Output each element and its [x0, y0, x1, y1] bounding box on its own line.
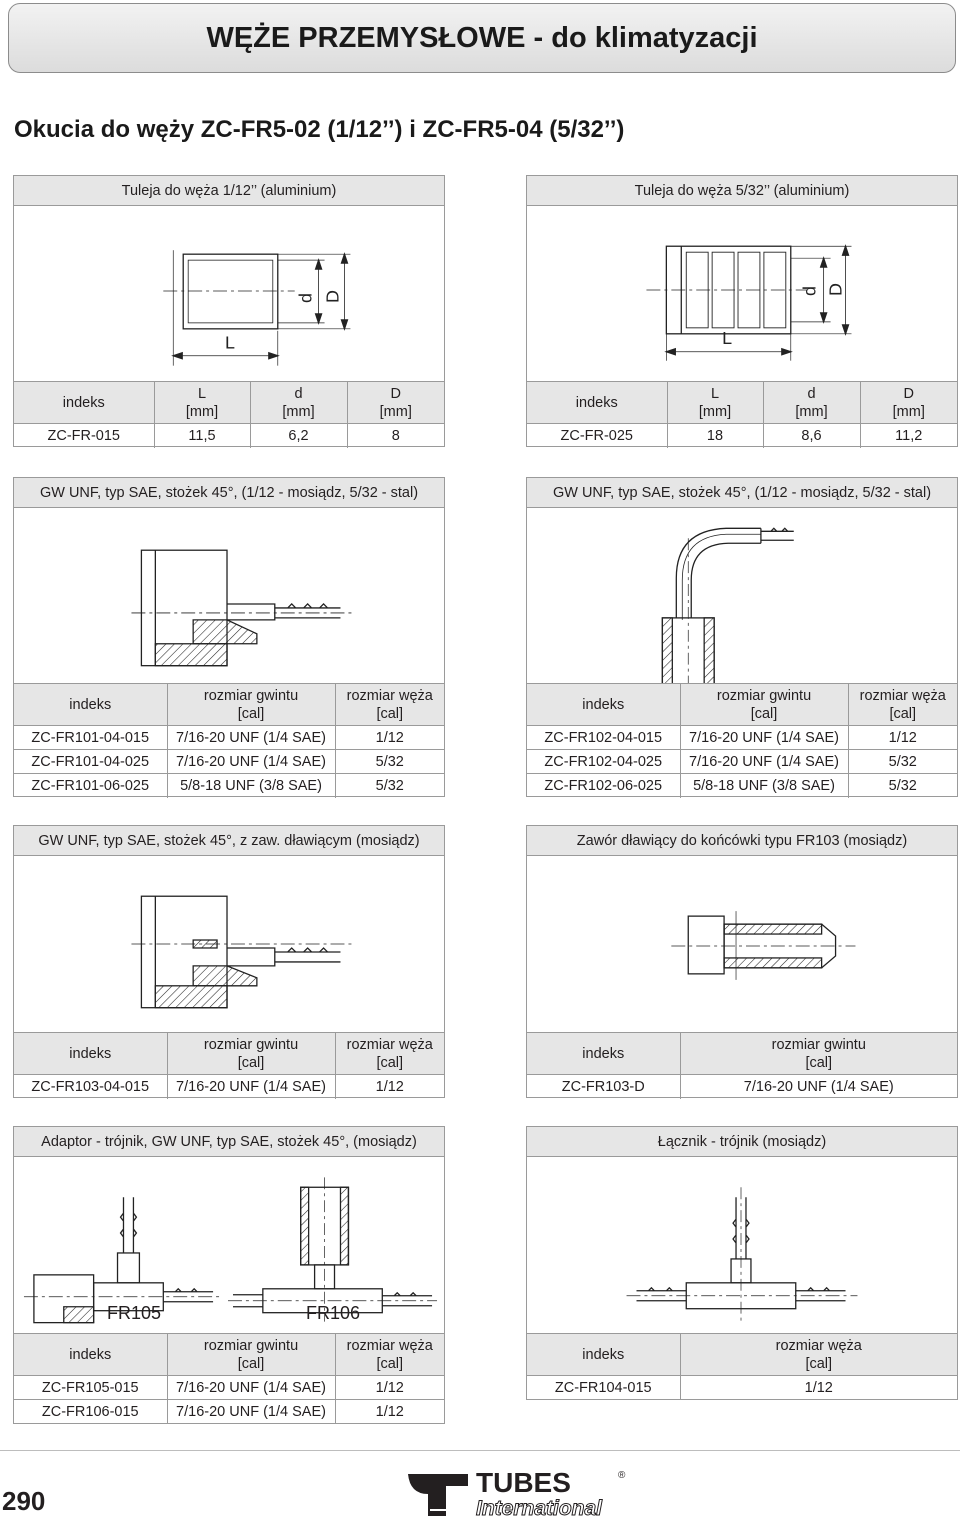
table-row: ZC-FR105-015 7/16-20 UNF (1/4 SAE) 1/12: [14, 1376, 444, 1400]
panel-title: Tuleja do węża 5/32’’ (aluminium): [527, 176, 957, 206]
col-hose: rozmiar węża [cal]: [680, 1334, 957, 1376]
panel-fr101: [13, 477, 445, 797]
fr105-fr106-drawing: [14, 1157, 444, 1333]
col-indeks: indeks: [527, 1033, 680, 1075]
col-d: d [mm]: [763, 382, 860, 424]
fr104-table: [527, 1333, 957, 1400]
sleeve-1-12-drawing: [14, 206, 444, 381]
col-indeks: indeks: [14, 382, 154, 424]
panel-title: GW UNF, typ SAE, stożek 45°, (1/12 - mosiądz, 5/32 - stal): [527, 478, 957, 508]
panel-title: Tuleja do węża 1/12’’ (aluminium): [14, 176, 444, 206]
col-indeks: indeks: [14, 1033, 167, 1075]
table-row: ZC-FR-015 11,5 6,2 8: [14, 424, 444, 448]
panel-title: GW UNF, typ SAE, stożek 45°, (1/12 - mosiądz, 5/32 - stal): [14, 478, 444, 508]
fr101-drawing: [14, 508, 444, 683]
sleeve-5-32-drawing: [527, 206, 957, 381]
sleeve-5-32-table: [527, 381, 957, 448]
dim-L-label: L: [225, 332, 235, 353]
col-thread: rozmiar gwintu [cal]: [167, 684, 335, 726]
sleeve-1-12-table: [14, 381, 444, 448]
fr105-fr106-table: [14, 1333, 444, 1424]
col-indeks: indeks: [527, 1334, 680, 1376]
table-row: ZC-FR102-06-025 5/8-18 UNF (3/8 SAE) 5/32: [527, 774, 957, 798]
col-thread: rozmiar gwintu [cal]: [680, 684, 848, 726]
panel-title: Zawór dławiący do końcówki typu FR103 (mosiądz): [527, 826, 957, 856]
panel-title: Łącznik - trójnik (mosiądz): [527, 1127, 957, 1157]
col-indeks: indeks: [527, 382, 667, 424]
col-hose: rozmiar węża [cal]: [848, 684, 957, 726]
col-L: L [mm]: [667, 382, 763, 424]
col-hose: rozmiar węża [cal]: [335, 684, 444, 726]
table-row: ZC-FR101-04-015 7/16-20 UNF (1/4 SAE) 1/12: [14, 726, 444, 750]
dim-L-label: L: [722, 327, 733, 348]
table-row: ZC-FR-025 18 8,6 11,2: [527, 424, 957, 448]
svg-text:®: ®: [618, 1470, 626, 1481]
footer-divider: [0, 1450, 960, 1451]
dim-D-label: D: [825, 283, 846, 296]
table-row: ZC-FR103-04-015 7/16-20 UNF (1/4 SAE) 1/12: [14, 1075, 444, 1099]
panel-sleeve-1-12: [13, 175, 445, 447]
dim-D-label: D: [322, 290, 343, 303]
col-hose: rozmiar węża [cal]: [335, 1334, 444, 1376]
panel-fr104: [526, 1126, 958, 1400]
col-indeks: indeks: [527, 684, 680, 726]
table-row: ZC-FR102-04-025 7/16-20 UNF (1/4 SAE) 5/32: [527, 750, 957, 774]
panel-sleeve-5-32: [526, 175, 958, 447]
table-row: ZC-FR106-015 7/16-20 UNF (1/4 SAE) 1/12: [14, 1400, 444, 1424]
dim-d-label: d: [799, 286, 820, 296]
fr103-valve-drawing: [527, 856, 957, 1032]
col-indeks: indeks: [14, 1334, 167, 1376]
fr103-table: [14, 1032, 444, 1099]
col-thread: rozmiar gwintu [cal]: [167, 1334, 335, 1376]
fr102-table: [527, 683, 957, 798]
col-thread: rozmiar gwintu [cal]: [167, 1033, 335, 1075]
panel-fr103-valve: [526, 825, 958, 1098]
col-D: D [mm]: [860, 382, 957, 424]
col-L: L [mm]: [154, 382, 250, 424]
caption-fr106: FR106: [306, 1303, 361, 1323]
col-D: D [mm]: [347, 382, 444, 424]
fr104-drawing: [527, 1157, 957, 1333]
panel-fr102: [526, 477, 958, 797]
table-row: ZC-FR103-D 7/16-20 UNF (1/4 SAE): [527, 1075, 957, 1099]
tubes-international-logo: [406, 1466, 628, 1518]
panel-fr105-fr106: [13, 1126, 445, 1424]
fr103-drawing: [14, 856, 444, 1032]
col-hose: rozmiar węża [cal]: [335, 1033, 444, 1075]
table-row: ZC-FR101-04-025 7/16-20 UNF (1/4 SAE) 5/32: [14, 750, 444, 774]
col-indeks: indeks: [14, 684, 167, 726]
svg-text:International: International: [476, 1497, 603, 1518]
col-thread: rozmiar gwintu [cal]: [680, 1033, 957, 1075]
fr103-valve-table: [527, 1032, 957, 1099]
dim-d-label: d: [295, 292, 316, 303]
section-subtitle: Okucia do węży ZC-FR5-02 (1/12’’) i ZC-FR5-04 (5/32’’): [14, 116, 625, 143]
svg-text:TUBES: TUBES: [476, 1467, 571, 1498]
col-d: d [mm]: [250, 382, 347, 424]
table-row: ZC-FR104-015 1/12: [527, 1376, 957, 1400]
page-number: 290: [2, 1486, 46, 1516]
caption-fr105: FR105: [107, 1303, 162, 1323]
panel-title: GW UNF, typ SAE, stożek 45°, z zaw. dławiącym (mosiądz): [14, 826, 444, 856]
panel-fr103: [13, 825, 445, 1098]
page-title: WĘŻE PRZEMYSŁOWE - do klimatyzacji: [8, 3, 956, 73]
table-row: ZC-FR101-06-025 5/8-18 UNF (3/8 SAE) 5/32: [14, 774, 444, 798]
fr102-drawing: [527, 508, 957, 683]
fr101-table: [14, 683, 444, 798]
table-row: ZC-FR102-04-015 7/16-20 UNF (1/4 SAE) 1/12: [527, 726, 957, 750]
panel-title: Adaptor - trójnik, GW UNF, typ SAE, stożek 45°, (mosiądz): [14, 1127, 444, 1157]
